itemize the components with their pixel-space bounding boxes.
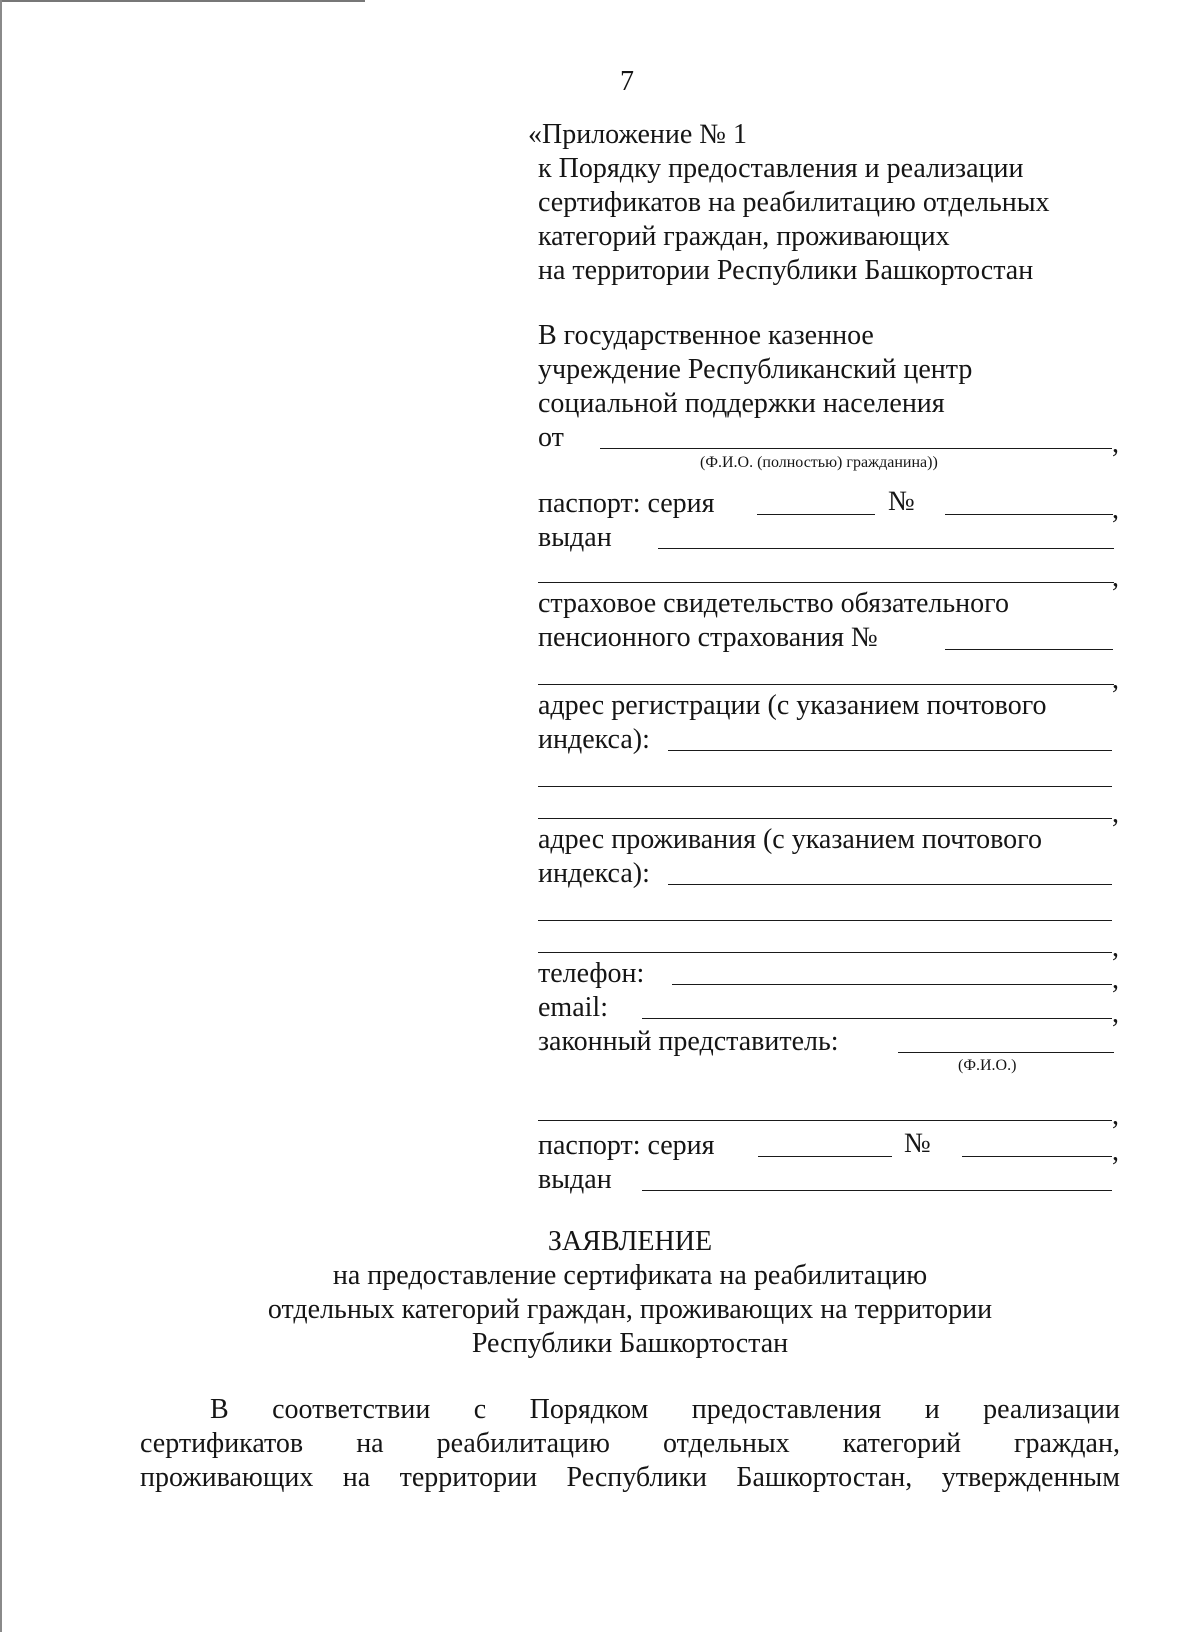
fio-caption: (Ф.И.О. (полностью) гражданина)) [700, 454, 938, 471]
number-sign: № [904, 1128, 931, 1159]
body-word: отдельных [662, 1428, 790, 1459]
body-word: В [210, 1394, 229, 1425]
body-word: соответствии [272, 1394, 431, 1425]
body-word: Порядком [529, 1394, 649, 1425]
page-number: 7 [620, 66, 634, 97]
rep-passport-series-line [758, 1156, 892, 1157]
representative-line-2 [538, 1120, 1112, 1121]
email-line [642, 1018, 1112, 1019]
number-sign: № [888, 486, 915, 517]
fio-line [600, 448, 1112, 449]
addressee-line: В государственное казенное [538, 320, 874, 351]
passport-series-line [757, 514, 875, 515]
body-word: граждан, [1014, 1428, 1120, 1459]
appendix-line: категорий граждан, проживающих [538, 221, 950, 252]
res-address-line [668, 884, 1112, 885]
statement-subtitle: отдельных категорий граждан, проживающих на территории [267, 1294, 993, 1325]
body-word: с [473, 1394, 487, 1425]
comma: , [1112, 798, 1119, 829]
comma: , [1112, 1136, 1119, 1167]
reg-address-line [538, 818, 1112, 819]
body-word: Башкортостан, [736, 1462, 913, 1493]
from-label: от [538, 422, 564, 453]
comma: , [1112, 494, 1119, 525]
comma: , [1112, 932, 1119, 963]
res-address-line [538, 952, 1112, 953]
res-address-label: индекса): [538, 858, 650, 889]
comma: , [1112, 1100, 1119, 1131]
body-word: сертификатов [140, 1428, 304, 1459]
comma: , [1112, 428, 1119, 459]
phone-label: телефон: [538, 958, 645, 989]
email-label: email: [538, 992, 608, 1023]
appendix-line: «Приложение № 1 [528, 119, 747, 150]
snils-label: пенсионного страхования № [538, 622, 878, 653]
phone-line [672, 984, 1112, 985]
body-word: реабилитацию [436, 1428, 610, 1459]
body-line [210, 1396, 1120, 1424]
scan-edge [0, 0, 365, 2]
snils-line-2 [538, 684, 1114, 685]
statement-title: ЗАЯВЛЕНИЕ [547, 1226, 713, 1257]
statement-subtitle: на предоставление сертификата на реабилитацию [332, 1260, 928, 1291]
body-word: на [342, 1462, 371, 1493]
passport-label: паспорт: серия [538, 488, 715, 519]
representative-line [898, 1052, 1114, 1053]
comma: , [1112, 562, 1119, 593]
issued-line [658, 548, 1114, 549]
body-word: утвержденным [941, 1462, 1120, 1493]
body-word: реализации [983, 1394, 1120, 1425]
comma: , [1112, 964, 1119, 995]
rep-issued-label: выдан [538, 1164, 612, 1195]
snils-line [945, 649, 1113, 650]
rep-passport-number-line [962, 1156, 1112, 1157]
body-line [140, 1430, 1120, 1458]
appendix-line: к Порядку предоставления и реализации [538, 153, 1024, 184]
reg-address-line [538, 786, 1112, 787]
representative-label: законный представитель: [538, 1026, 839, 1057]
appendix-line: сертификатов на реабилитацию отдельных [538, 187, 1050, 218]
issued-line-2 [538, 582, 1114, 583]
body-word: территории [399, 1462, 538, 1493]
body-word: категорий [842, 1428, 962, 1459]
rep-issued-line [642, 1190, 1112, 1191]
body-word: на [356, 1428, 384, 1459]
statement-subtitle: Республики Башкортостан [471, 1328, 789, 1359]
addressee-line: социальной поддержки населения [538, 388, 945, 419]
reg-address-line [668, 750, 1112, 751]
representative-caption: (Ф.И.О.) [958, 1057, 1017, 1074]
appendix-line: на территории Республики Башкортостан [538, 255, 1034, 286]
body-line [140, 1464, 1120, 1492]
scan-edge [0, 0, 2, 1632]
reg-address-label: адрес регистрации (с указанием почтового [538, 690, 1047, 721]
issued-label: выдан [538, 522, 612, 553]
rep-passport-label: паспорт: серия [538, 1130, 715, 1161]
res-address-line [538, 920, 1112, 921]
comma: , [1112, 998, 1119, 1029]
res-address-label: адрес проживания (с указанием почтового [538, 824, 1042, 855]
passport-number-line [945, 514, 1113, 515]
body-word: предоставления [691, 1394, 882, 1425]
body-word: и [924, 1394, 940, 1425]
comma: , [1112, 664, 1119, 695]
body-word: проживающих [140, 1462, 314, 1493]
addressee-line: учреждение Республиканский центр [538, 354, 973, 385]
reg-address-label: индекса): [538, 724, 650, 755]
snils-label: страховое свидетельство обязательного [538, 588, 1009, 619]
body-word: Республики [566, 1462, 707, 1493]
